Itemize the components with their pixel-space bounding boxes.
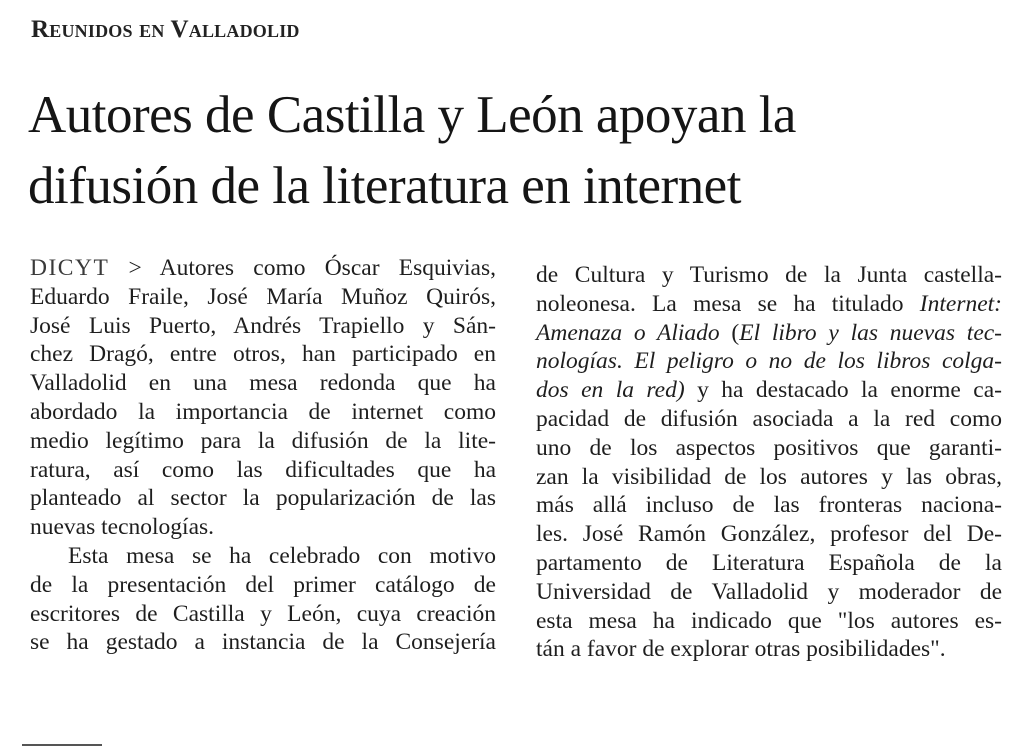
text-line: medio legítimo para la difusión de la lite- — [30, 427, 496, 454]
text-line: les. José Ramón González, profesor del De- — [536, 521, 1002, 548]
bottom-rule — [22, 744, 102, 746]
text-line: tán a favor de explorar otras posibilidades". — [536, 636, 946, 663]
text-line: pacidad de difusión asociada a la red como — [536, 405, 1002, 432]
text-line: de la presentación del primer catálogo de — [30, 571, 496, 598]
italic-title: El libro y las nuevas tec- — [739, 319, 1003, 346]
text-fragment: noleonesa. La mesa se ha titulado — [536, 290, 920, 317]
headline-line: difusión de la literatura en internet — [28, 157, 741, 215]
section-kicker: Reunidos en Valladolid — [31, 16, 300, 43]
italic-title: dos en la red) — [536, 377, 685, 404]
text-fragment: > Autores como Óscar Esquivias, — [109, 255, 496, 281]
text-line: nuevas tecnologías. — [30, 514, 215, 541]
article-headline — [28, 80, 1028, 222]
text-line: chez Dragó, entre otros, han participado en — [30, 341, 496, 368]
text-line: partamento de Literatura Española de la — [536, 549, 1002, 576]
italic-title: Internet: — [919, 290, 1002, 317]
italic-title: Amenaza o Aliado — [536, 319, 720, 346]
text-line: José Luis Puerto, Andrés Trapiello y Sán- — [30, 312, 496, 339]
text-line: más allá incluso de las fronteras naciona- — [536, 492, 1002, 519]
text-line: esta mesa ha indicado que "los autores es- — [536, 607, 1002, 634]
headline-line: Autores de Castilla y León apoyan la — [28, 86, 796, 144]
text-line — [536, 347, 1002, 376]
text-line: Valladolid en una mesa redonda que ha — [30, 370, 496, 397]
text-line: se ha gestado a instancia de la Consejería — [30, 629, 496, 656]
text-line: zan la visibilidad de los autores y las obras, — [536, 463, 1002, 490]
text-line — [536, 290, 1002, 319]
text-line: ratura, así como las dificultades que ha — [30, 456, 496, 483]
text-fragment: y ha destacado la enorme ca- — [684, 377, 1002, 404]
text-line: Universidad de Valladolid y moderador de — [536, 578, 1002, 605]
text-line: abordado la importancia de internet como — [30, 398, 496, 425]
text-line: Esta mesa se ha celebrado con motivo — [68, 542, 496, 569]
text-line: uno de los aspectos positivos que garanti- — [536, 434, 1002, 461]
italic-title: nologías. El peligro o no de los libros colga- — [536, 348, 1002, 375]
text-line — [536, 319, 1002, 348]
text-line: Eduardo Fraile, José María Muñoz Quirós, — [30, 283, 496, 310]
article-column-left — [30, 254, 496, 657]
article-column-right — [536, 261, 1002, 664]
text-line — [30, 254, 496, 283]
text-line — [536, 376, 1002, 405]
news-source: DICYT — [30, 255, 110, 281]
text-line: planteado al sector la popularización de las — [30, 485, 496, 512]
text-line: escritores de Castilla y León, cuya creación — [30, 600, 496, 627]
text-line: de Cultura y Turismo de la Junta castella- — [536, 262, 1002, 288]
text-fragment: ( — [719, 319, 740, 346]
